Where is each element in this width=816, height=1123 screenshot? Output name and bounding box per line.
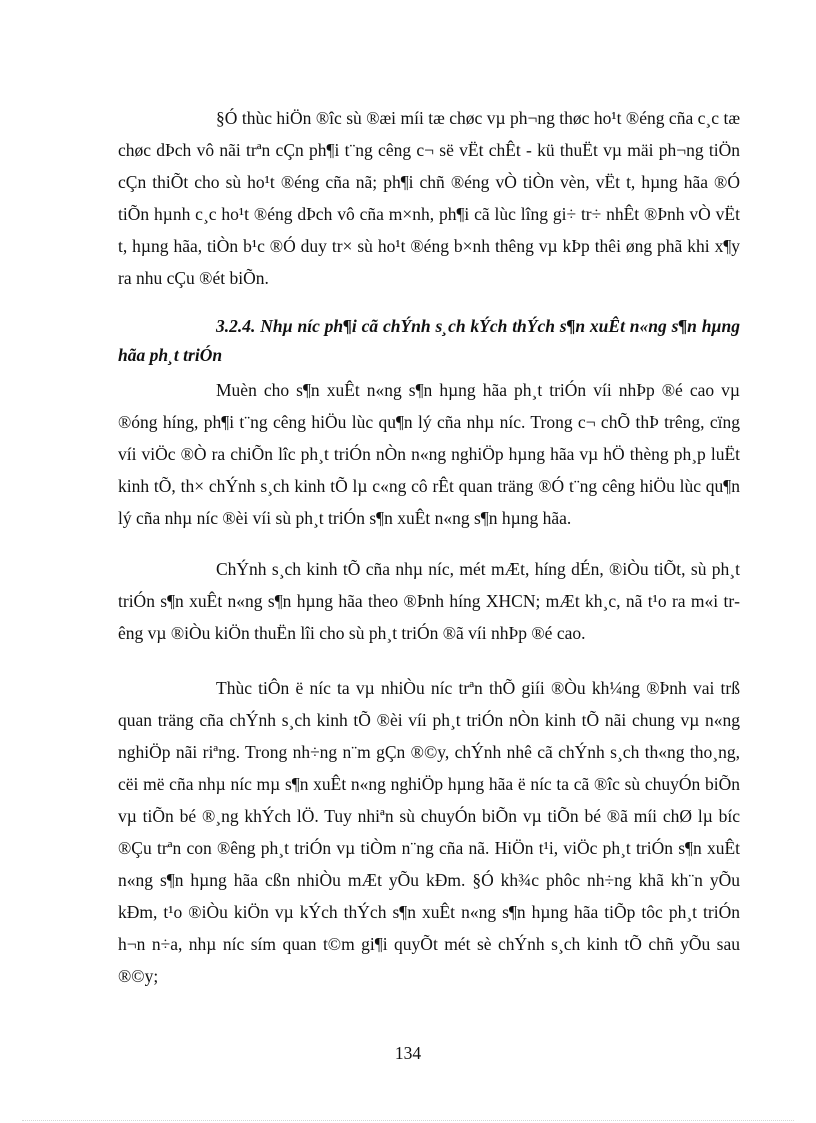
paragraph-2: Muèn cho s¶n xuÊt n«ng s¶n hµng hãa ph¸t triÓn víi nhÞp ®é cao vµ ®óng híng, ph¶i t¨ng cêng hiÖu lùc qu¶n lý cña nhµ níc. Trong c¬ chÕ thÞ trêng, cïng víi viÖc ®Ò ra chiÕn lîc ph¸t triÓn nÒn n«ng nghiÖp hµng hãa vµ hÖ thèng ph¸p luËt kinh tÕ, th× chÝnh s¸ch kinh tÕ lµ c«ng cô rÊt quan träng ®Ó t¨ng cêng hiÖu lùc qu¶n lý cña nhµ níc ®èi víi sù ph¸t triÓn s¶n xuÊt n«ng s¶n hµng hãa.	[118, 380, 740, 528]
paragraph-1-container	[118, 102, 740, 294]
paragraph-1: §Ó thùc hiÖn ®îc sù ®æi míi tæ chøc vµ ph¬ng thøc ho¹t ®éng cña c¸c tæ chøc dÞch vô nãi trªn cÇn ph¶i t¨ng cêng c¬ së vËt chÊt - kü thuËt vµ mäi ph¬ng tiÖn cÇn thiÕt cho sù ho¹t ®éng cña nã; ph¶i chñ ®éng vÒ tiÒn vèn, vËt t, hµng hãa ®Ó tiÕn hµnh c¸c ho¹t ®éng dÞch vô cña m×nh, ph¶i cã lùc lîng gi÷ tr÷ nhÊt ®Þnh vÒ vËt t, hµng hãa, tiÒn b¹c ®Ó duy tr× sù ho¹t ®éng b×nh thêng vµ kÞp thêi øng phã khi x¶y ra nhu cÇu ®ét biÕn.	[118, 108, 740, 288]
paragraph-3-container	[118, 553, 740, 649]
page-bottom-divider	[22, 1120, 794, 1121]
paragraph-2-container	[118, 374, 740, 534]
section-heading-container	[118, 312, 740, 370]
section-heading: 3.2.4. Nhµ níc ph¶i cã chÝnh s¸ch kÝch thÝch s¶n xuÊt n«ng s¶n hµng hãa ph¸t triÓn	[118, 316, 740, 365]
page-number: 134	[394, 1043, 422, 1063]
paragraph-3: ChÝnh s¸ch kinh tÕ cña nhµ níc, mét mÆt, híng dÉn, ®iÒu tiÕt, sù ph¸t triÓn s¶n xuÊt n«ng s¶n hµng hãa theo ®Þnh híng XHCN; mÆt kh¸c, nã t¹o ra m«i trêng vµ ®iÒu kiÖn thuËn lîi cho sù ph¸t triÓn ®ã víi nhÞp ®é cao.	[118, 559, 740, 643]
paragraph-4-container	[118, 672, 740, 992]
paragraph-4: Thùc tiÔn ë níc ta vµ nhiÒu níc trªn thÕ giíi ®Òu kh¼ng ®Þnh vai trß quan träng cña chÝnh s¸ch kinh tÕ ®èi víi ph¸t triÓn nÒn kinh tÕ nãi chung vµ n«ng nghiÖp nãi riªng. Trong nh÷ng n¨m gÇn ®©y, chÝnh nhê cã chÝnh s¸ch th«ng tho¸ng, cëi më cña nhµ níc mµ s¶n xuÊt n«ng nghiÖp hµng hãa ë níc ta cã ®îc sù chuyÓn biÕn vµ tiÕn bé ®¸ng khÝch lÖ. Tuy nhiªn sù chuyÓn biÕn vµ tiÕn bé ®ã míi chØ lµ bíc ®Çu trªn con ®êng ph¸t triÓn vµ tiÒm n¨ng cña nã. HiÖn t¹i, viÖc ph¸t triÓn s¶n xuÊt n«ng s¶n hµng hãa cßn nhiÒu mÆt yÕu kÐm. §Ó kh¾c phôc nh÷ng khã kh¨n yÕu kÐm, t¹o ®iÒu kiÖn vµ kÝch thÝch s¶n xuÊt n«ng s¶n hµng hãa tiÕp tôc ph¸t triÓn h¬n n÷a, nhµ níc sím quan t©m gi¶i quyÕt mét sè chÝnh s¸ch kinh tÕ chñ yÕu sau ®©y;	[118, 678, 740, 986]
